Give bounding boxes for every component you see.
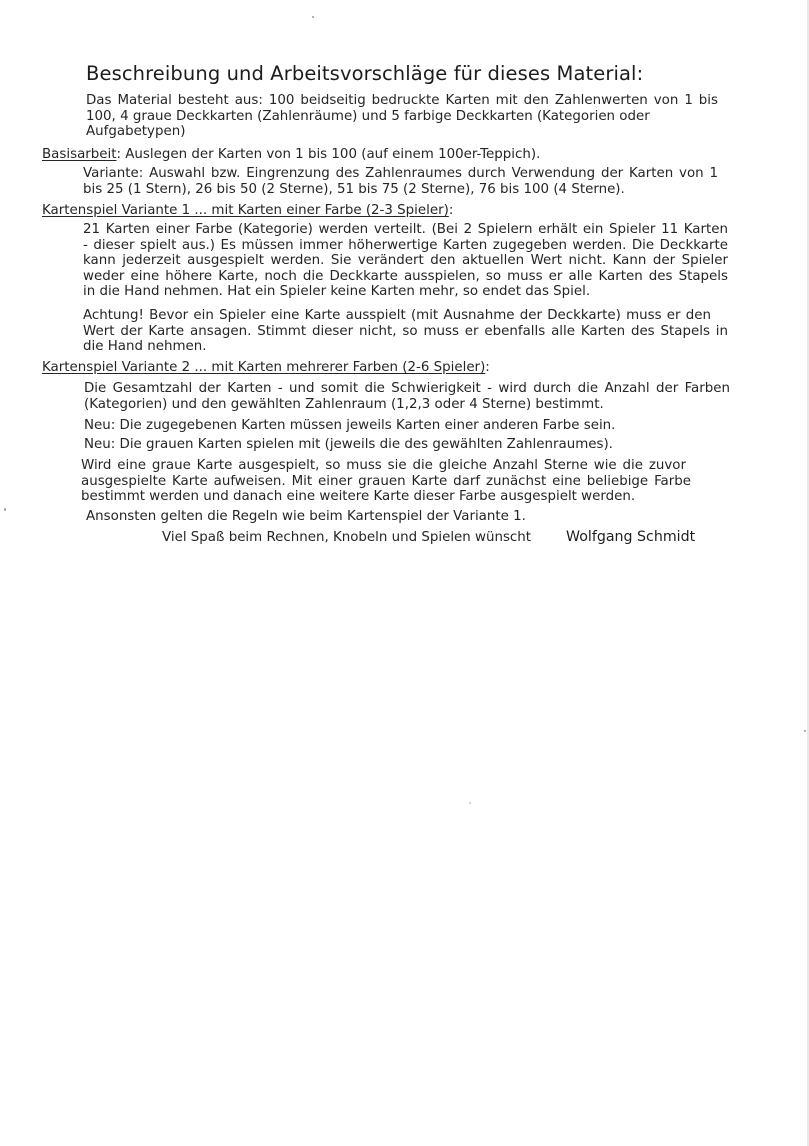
variante2-neu-2 xyxy=(84,437,613,453)
variante1-heading-text: Kartenspiel Variante 1 ... mit Karten einer Farbe (2-3 Spieler) xyxy=(42,203,449,218)
variante1-paragraph-1 xyxy=(83,222,728,300)
scan-speck xyxy=(804,730,806,732)
text-line: Neu: Die grauen Karten spielen mit (jeweils die des gewählten Zahlenraumes). xyxy=(84,437,613,452)
variante2-heading xyxy=(42,360,490,376)
basisarbeit-variante xyxy=(83,166,718,197)
basisarbeit-label: Basisarbeit xyxy=(42,147,117,162)
text-line: Die Gesamtzahl der Karten - und somit die Schwierigkeit - wird durch die Anzahl der Farben xyxy=(84,381,730,396)
text-line: 100, 4 graue Deckkarten (Zahlenräume) und 5 farbige Deckkarten (Kategorien oder xyxy=(86,108,650,124)
text-line: 21 Karten einer Farbe (Kategorie) werden verteilt. (Bei 2 Spielern erhält ein Spieler 11 Karten xyxy=(83,222,728,237)
heading-colon: : xyxy=(485,360,490,375)
basisarbeit-line xyxy=(42,147,540,163)
text-line: Aufgabetypen) xyxy=(86,124,186,139)
text-line: kann jederzeit ausgespielt werden. Sie verändert den aktuellen Wert nicht. Kann der Spieler xyxy=(83,253,728,268)
text-line: bis 25 (1 Stern), 26 bis 50 (2 Sterne), 51 bis 75 (2 Sterne), 76 bis 100 (4 Sterne). xyxy=(83,181,625,197)
text-line: bestimmt werden und danach eine weitere Karte dieser Farbe ausgespielt werden. xyxy=(81,489,636,504)
heading-colon: : xyxy=(448,203,454,218)
variante2-paragraph-1 xyxy=(84,381,730,412)
text-line: weder eine höhere Karte, noch die Deckkarte ausspielen, so muss er alle Karten des Stapels xyxy=(83,268,728,284)
author-name: Wolfgang Schmidt xyxy=(566,529,696,545)
signoff-text: Viel Spaß beim Rechnen, Knobeln und Spielen wünscht xyxy=(162,530,532,545)
scan-speck xyxy=(469,802,471,804)
variante2-paragraph-4 xyxy=(81,458,691,505)
variante1-heading xyxy=(42,203,453,219)
text-line: Ansonsten gelten die Regeln wie beim Kartenspiel der Variante 1. xyxy=(86,509,526,524)
intro-paragraph xyxy=(86,93,718,140)
text-line: - dieser spielt aus.) Es müssen immer höherwertige Karten zugegeben werden. Die Deckkarte xyxy=(83,237,728,253)
document-title: Beschreibung und Arbeitsvorschläge für dieses Material: xyxy=(86,62,644,85)
text-line: Achtung! Bevor ein Spieler eine Karte ausspielt (mit Ausnahme der Deckkarte) muss er den xyxy=(83,308,711,323)
basisarbeit-text: : Auslegen der Karten von 1 bis 100 (auf einem 100er-Teppich). xyxy=(116,147,541,162)
scan-speck xyxy=(4,508,6,511)
text-line: in die Hand nehmen. Hat ein Spieler keine Karten mehr, so endet das Spiel. xyxy=(83,284,591,299)
text-line: (Kategorien) und den gewählten Zahlenraum (1,2,3 oder 4 Sterne) bestimmt. xyxy=(84,396,604,412)
variante1-paragraph-2 xyxy=(83,308,728,355)
text-line: Das Material besteht aus: 100 beidseitig bedruckte Karten mit den Zahlenwerten von 1 bis xyxy=(86,93,718,108)
variante2-ansonsten xyxy=(86,509,526,525)
variante2-neu-1 xyxy=(84,418,615,434)
variante2-heading-text: Kartenspiel Variante 2 ... mit Karten mehrerer Farben (2-6 Spieler) xyxy=(42,360,486,375)
text-line: die Hand nehmen. xyxy=(83,339,207,354)
scan-speck xyxy=(312,16,314,18)
text-line: Variante: Auswahl bzw. Eingrenzung des Zahlenraumes durch Verwendung der Karten von 1 xyxy=(83,166,718,181)
text-line: ausgespielte Karte aufweisen. Mit einer grauen Karte darf zunächst eine beliebige Farbe xyxy=(81,473,691,489)
text-line: Wert der Karte ansagen. Stimmt dieser nicht, so muss er ebenfalls alle Karten des Stapels in xyxy=(83,323,728,339)
text-line: Wird eine graue Karte ausgespielt, so muss sie die gleiche Anzahl Sterne wie die zuvor xyxy=(81,458,686,473)
text-line: Neu: Die zugegebenen Karten müssen jeweils Karten einer anderen Farbe sein. xyxy=(84,418,616,433)
